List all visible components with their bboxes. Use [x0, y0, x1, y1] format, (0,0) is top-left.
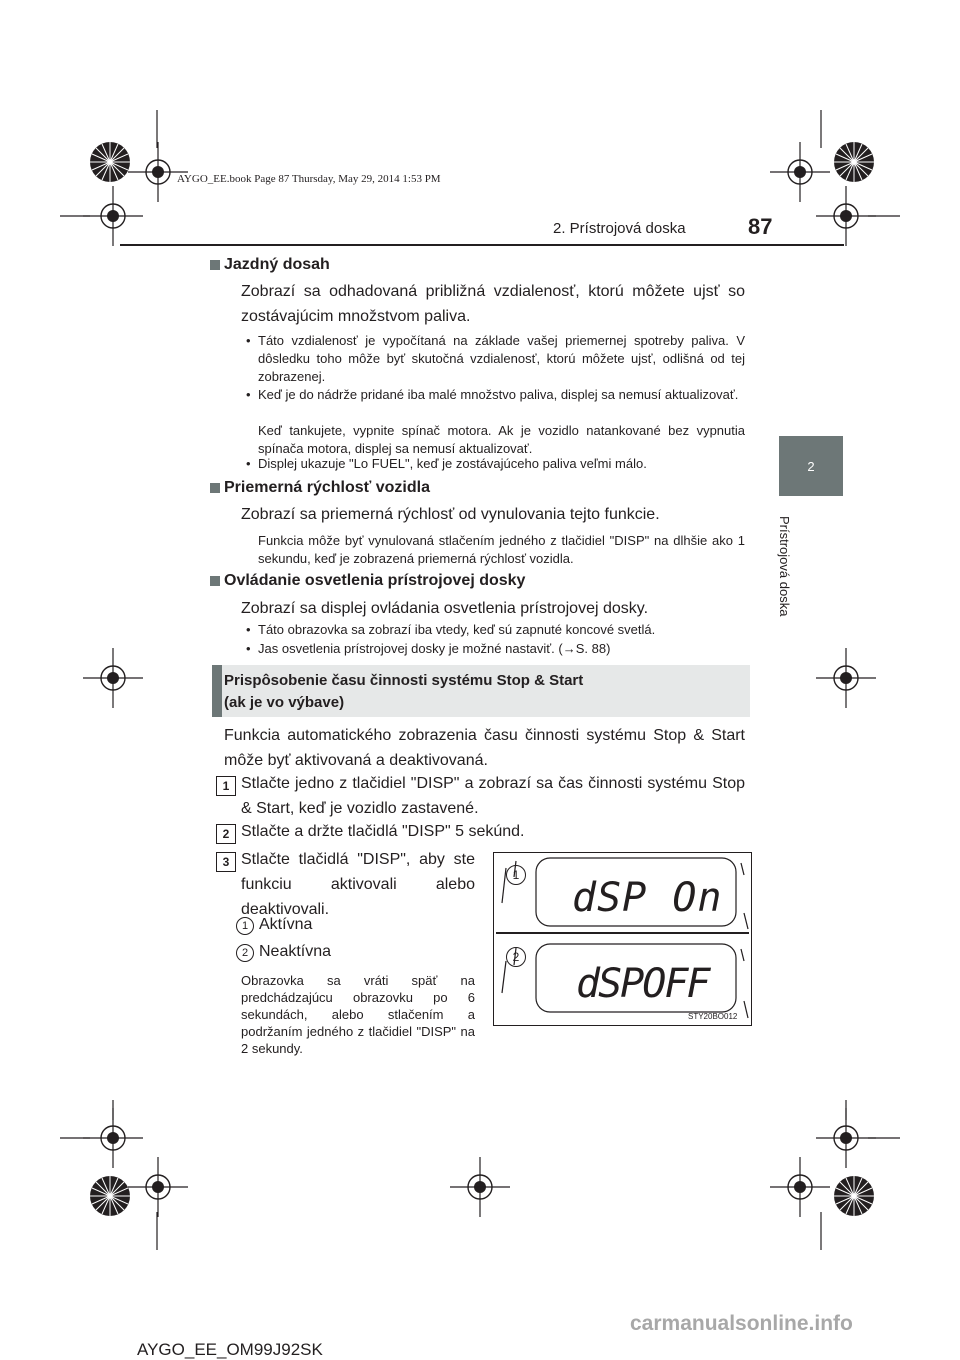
- range-bullet-1: • Táto vzdialenosť je vypočítaná na základe vašej priemernej spotreby paliva. V dôsledku toho môže byť skutočná vzdialenosť, ktorú môžete ujsť, odlišná od tej zobrazenej.: [258, 332, 745, 386]
- legend-2-marker: 2: [236, 944, 254, 962]
- subsection-banner: [212, 665, 750, 717]
- book-info: AYGO_EE.book Page 87 Thursday, May 29, 2014 1:53 PM: [177, 173, 441, 185]
- speed-text: Zobrazí sa priemerná rýchlosť od vynulovania tejto funkcie.: [241, 506, 660, 523]
- display-figure: [493, 852, 752, 1026]
- step-3-text: Stlačte tlačidlá "DISP", aby ste funkciu aktivovali alebo deaktivovali.: [241, 851, 475, 918]
- chapter-label-container: [777, 516, 813, 626]
- document-code: AYGO_EE_OM99J92SK: [137, 1340, 323, 1359]
- lighting-bullet-1: • Táto obrazovka sa zobrazí iba vtedy, keď sú zapnuté koncové svetlá.: [258, 621, 745, 639]
- banner-line-1: Prispôsobenie času činnosti systému Stop & Start: [224, 672, 584, 689]
- step-3-number: 3: [216, 852, 236, 872]
- chapter-number: 2: [807, 458, 815, 474]
- figure-code: STY20BO012: [688, 1012, 738, 1021]
- step-1-number: 1: [216, 776, 236, 796]
- watermark: carmanualsonline.info: [630, 1312, 853, 1335]
- lighting-bullet-2: • Jas osvetlenia prístrojovej dosky je možné nastaviť. (→S. 88): [258, 640, 745, 658]
- lighting-text: Zobrazí sa displej ovládania osvetlenia prístrojovej dosky.: [241, 600, 649, 617]
- banner-bar: [212, 665, 222, 717]
- chapter-tab: [779, 436, 843, 496]
- legend-2-label: Neaktívna: [259, 943, 332, 960]
- section-title: 2. Prístrojová doska: [553, 220, 686, 237]
- display-on-text: dSP On: [572, 875, 723, 921]
- step-1-text: Stlačte jedno z tlačidiel "DISP" a zobrazí sa čas činnosti systému Stop & Start, keď je vozidlo zastavené.: [241, 775, 745, 817]
- intro-text: Funkcia automatického zobrazenia času činnosti systému Stop & Start môže byť aktivovaná a deaktivovaná.: [224, 727, 745, 769]
- display-off-text: dSPOFF: [576, 961, 709, 1007]
- chapter-label: Prístrojová doska: [777, 516, 792, 617]
- range-bullet-2a: • Keď je do nádrže pridané iba malé množstvo paliva, displej sa nemusí aktualizovať.: [258, 386, 745, 404]
- range-text: Zobrazí sa odhadovaná približná vzdialenosť, ktorú môžete ujsť so zostávajúcim množstvom paliva.: [241, 283, 745, 325]
- legend-1-label: Aktívna: [259, 916, 313, 933]
- callout-1: 1: [506, 865, 526, 885]
- heading-lighting: Ovládanie osvetlenia prístrojovej dosky: [224, 572, 526, 589]
- banner-title: [224, 670, 583, 714]
- step-2-number: 2: [216, 824, 236, 844]
- step-3-note: Obrazovka sa vráti späť na predchádzajúcu obrazovku po 6 sekundách, alebo stlačením a podržaním jedného z tlačidiel "DISP" na 2 sekundy.: [241, 973, 475, 1056]
- heading-range: Jazdný dosah: [224, 256, 330, 273]
- range-bullet-2b: Keď tankujete, vypnite spínač motora. Ak je vozidlo natankované bez vypnutia spínača motora, displej sa nemusí aktualizovať.: [258, 423, 745, 456]
- banner-line-2: (ak je vo výbave): [224, 694, 345, 711]
- speed-note: Funkcia môže byť vynulovaná stlačením jedného z tlačidiel "DISP" na dlhšie ako 1 sekundu, keď je zobrazená priemerná rýchlosť vozidla.: [258, 533, 745, 566]
- header-rule: [120, 244, 844, 246]
- callout-2: 2: [506, 947, 526, 967]
- range-bullet-3: • Displej ukazuje "Lo FUEL", keď je zostávajúceho paliva veľmi málo.: [258, 455, 745, 473]
- step-2-text: Stlačte a držte tlačidlá "DISP" 5 sekúnd.: [241, 823, 525, 840]
- page-number: 87: [748, 214, 773, 239]
- heading-speed: Priemerná rýchlosť vozidla: [224, 479, 430, 496]
- legend-1-marker: 1: [236, 917, 254, 935]
